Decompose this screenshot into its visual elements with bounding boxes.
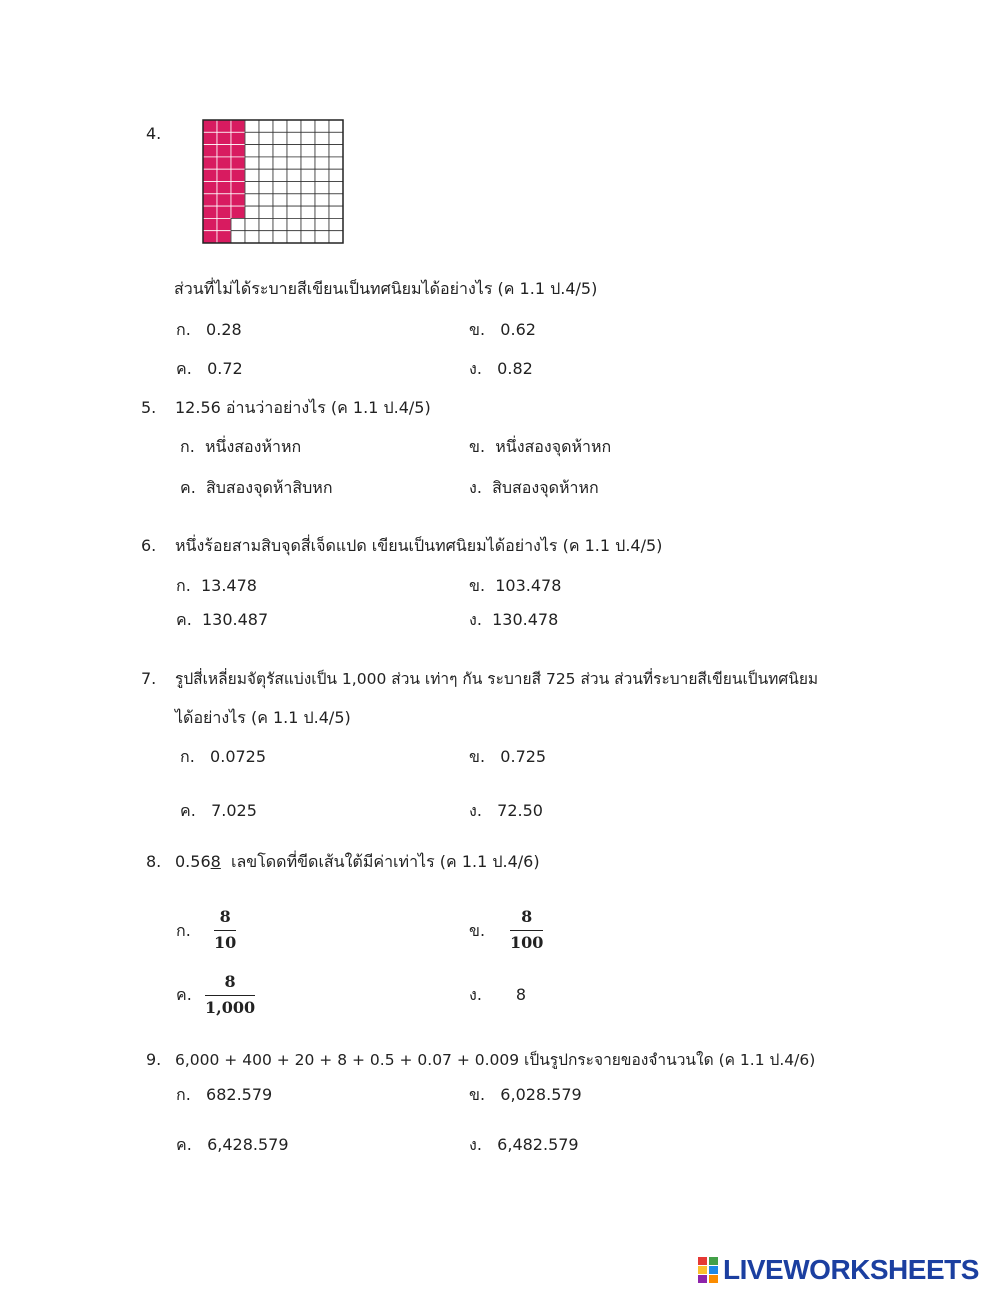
q7-choice-d[interactable] bbox=[469, 801, 543, 821]
liveworksheets-icon bbox=[697, 1256, 719, 1284]
q9-choice-d[interactable] bbox=[469, 1135, 579, 1155]
grid-cell-shaded bbox=[231, 157, 245, 169]
grid-cell-shaded bbox=[231, 120, 245, 132]
grid-cell bbox=[315, 218, 329, 230]
grid-cell bbox=[315, 182, 329, 194]
q4-choice-a[interactable] bbox=[176, 320, 242, 340]
choice-label: ก. bbox=[176, 320, 191, 339]
choice-text: 0.82 bbox=[497, 359, 533, 378]
grid-cell bbox=[287, 231, 301, 243]
grid-cell bbox=[287, 206, 301, 218]
grid-cell bbox=[315, 145, 329, 157]
choice-label: ค. bbox=[176, 359, 192, 378]
grid-cell-shaded bbox=[203, 218, 217, 230]
choice-text: สิบสองจุดห้าหก bbox=[492, 478, 599, 497]
grid-cell bbox=[301, 145, 315, 157]
grid-cell bbox=[273, 194, 287, 206]
q8-choice-a-label[interactable]: ก. bbox=[176, 921, 191, 940]
grid-cell bbox=[231, 218, 245, 230]
q4-choice-c[interactable] bbox=[176, 359, 243, 379]
choice-text: สิบสองจุดห้าสิบหก bbox=[205, 478, 333, 497]
grid-cell bbox=[273, 231, 287, 243]
grid-cell-shaded bbox=[231, 145, 245, 157]
grid-cell bbox=[329, 206, 343, 218]
grid-cell bbox=[245, 218, 259, 230]
q6-choice-b[interactable] bbox=[469, 576, 561, 596]
grid-cell-shaded bbox=[217, 182, 231, 194]
grid-cell bbox=[329, 218, 343, 230]
grid-cell bbox=[329, 169, 343, 181]
grid-cell-shaded bbox=[231, 206, 245, 218]
choice-text: 7.025 bbox=[211, 801, 257, 820]
grid-cell-shaded bbox=[231, 182, 245, 194]
choice-label: ค. bbox=[176, 1135, 192, 1154]
grid-cell-shaded bbox=[231, 169, 245, 181]
choice-text: หนึ่งสองห้าหก bbox=[204, 437, 302, 456]
grid-cell-shaded bbox=[217, 218, 231, 230]
grid-cell-shaded bbox=[203, 206, 217, 218]
grid-cell-shaded bbox=[203, 145, 217, 157]
grid-cell-shaded bbox=[203, 169, 217, 181]
grid-cell bbox=[287, 182, 301, 194]
grid-cell bbox=[273, 182, 287, 194]
grid-cell bbox=[245, 157, 259, 169]
grid-cell bbox=[245, 145, 259, 157]
q9-number: 9. bbox=[146, 1050, 162, 1069]
grid-cell-shaded bbox=[217, 157, 231, 169]
grid-cell bbox=[287, 120, 301, 132]
q4-number: 4. bbox=[146, 124, 162, 143]
grid-cell bbox=[315, 194, 329, 206]
choice-text: 6,482.579 bbox=[497, 1135, 579, 1154]
grid-cell bbox=[259, 132, 273, 144]
choice-label: ข. bbox=[469, 320, 486, 339]
grid-cell bbox=[301, 231, 315, 243]
fraction-bar bbox=[214, 930, 236, 931]
q8-choice-a-fraction[interactable] bbox=[214, 907, 236, 953]
choice-text: 0.0725 bbox=[210, 747, 267, 766]
numerator: 8 bbox=[224, 972, 236, 991]
grid-cell bbox=[315, 157, 329, 169]
numerator: 8 bbox=[219, 907, 231, 926]
q8-choice-d[interactable] bbox=[469, 985, 526, 1005]
choice-text: 682.579 bbox=[206, 1085, 273, 1104]
q5-choice-c[interactable] bbox=[180, 478, 333, 498]
q9-choice-c[interactable] bbox=[176, 1135, 289, 1155]
grid-cell bbox=[259, 120, 273, 132]
grid-cell bbox=[301, 169, 315, 181]
fraction-bar bbox=[510, 930, 543, 931]
q8-question-prefix: 0.56 bbox=[175, 852, 211, 871]
grid-cell bbox=[259, 206, 273, 218]
q4-choice-d[interactable] bbox=[469, 359, 533, 379]
grid-cell bbox=[301, 132, 315, 144]
grid-cell bbox=[329, 182, 343, 194]
grid-cell-shaded bbox=[231, 132, 245, 144]
grid-cell-shaded bbox=[217, 231, 231, 243]
q7-question-line1: รูปสี่เหลี่ยมจัตุรัสแบ่งเป็น 1,000 ส่วน เท่าๆ กัน ระบายสี 725 ส่วน ส่วนที่ระบายสีเขียนเป็นทศนิยม bbox=[175, 670, 819, 688]
grid-cell bbox=[245, 194, 259, 206]
grid-cell bbox=[329, 157, 343, 169]
grid-cell-shaded bbox=[217, 169, 231, 181]
q8-question-suffix: เลขโดดที่ขีดเส้นใต้มีค่าเท่าไร (ค 1.1 ป.4/6) bbox=[220, 852, 540, 871]
q5-choice-d[interactable] bbox=[469, 478, 599, 498]
choice-text: 0.72 bbox=[207, 359, 243, 378]
q8-question bbox=[175, 852, 540, 872]
choice-label: ค. bbox=[180, 478, 196, 497]
grid-cell bbox=[273, 145, 287, 157]
choice-text: 130.487 bbox=[201, 610, 269, 629]
choice-text: 0.725 bbox=[500, 747, 547, 766]
grid-cell bbox=[287, 169, 301, 181]
grid-cell-shaded bbox=[217, 132, 231, 144]
grid-cell-shaded bbox=[203, 120, 217, 132]
grid-cell bbox=[315, 132, 329, 144]
choice-text: 0.28 bbox=[206, 320, 242, 339]
q6-choice-d[interactable] bbox=[469, 610, 558, 630]
grid-cell bbox=[301, 206, 315, 218]
grid-cell bbox=[259, 182, 273, 194]
grid-cell bbox=[287, 145, 301, 157]
q6-question: หนึ่งร้อยสามสิบจุดสี่เจ็ดแปด เขียนเป็นทศนิยมได้อย่างไร (ค 1.1 ป.4/5) bbox=[175, 536, 663, 555]
q8-choice-b-label[interactable]: ข. bbox=[469, 921, 486, 940]
choice-text: 8 bbox=[515, 985, 527, 1004]
q4-shaded-grid bbox=[202, 119, 344, 244]
choice-label: ง. bbox=[469, 985, 482, 1004]
grid-cell bbox=[245, 206, 259, 218]
q8-choice-c-label[interactable]: ค. bbox=[176, 985, 192, 1004]
grid-cell bbox=[245, 182, 259, 194]
grid-cell-shaded bbox=[217, 206, 231, 218]
choice-label: ง. bbox=[469, 801, 482, 820]
choice-text: 103.478 bbox=[495, 576, 562, 595]
grid-cell-shaded bbox=[203, 157, 217, 169]
q5-choice-a[interactable] bbox=[180, 437, 301, 457]
grid-cell bbox=[287, 194, 301, 206]
grid-cell bbox=[245, 120, 259, 132]
q7-choice-b[interactable] bbox=[469, 747, 546, 767]
grid-cell-shaded bbox=[203, 194, 217, 206]
q6-number: 6. bbox=[141, 536, 157, 555]
grid-cell bbox=[329, 231, 343, 243]
choice-text: 0.62 bbox=[500, 320, 536, 339]
q7-choice-c[interactable] bbox=[180, 801, 257, 821]
q4-question: ส่วนที่ไม่ได้ระบายสีเขียนเป็นทศนิยมได้อย่างไร (ค 1.1 ป.4/5) bbox=[174, 279, 598, 298]
choice-text: หนึ่งสองจุดห้าหก bbox=[495, 437, 612, 456]
grid-cell bbox=[287, 132, 301, 144]
grid-cell bbox=[301, 218, 315, 230]
grid-cell bbox=[259, 169, 273, 181]
choice-label: ง. bbox=[469, 478, 482, 497]
grid-cell bbox=[245, 169, 259, 181]
grid-cell bbox=[245, 231, 259, 243]
grid-cell-shaded bbox=[203, 231, 217, 243]
grid-cell bbox=[329, 194, 343, 206]
choice-label: ง. bbox=[469, 610, 482, 629]
grid-cell bbox=[329, 120, 343, 132]
grid-cell-shaded bbox=[203, 182, 217, 194]
grid-cell bbox=[315, 120, 329, 132]
q9-choice-b[interactable] bbox=[469, 1085, 582, 1105]
brand-text: LIVEWORKSHEETS bbox=[723, 1254, 979, 1285]
grid-cell bbox=[301, 194, 315, 206]
liveworksheets-logo[interactable] bbox=[697, 1255, 979, 1285]
grid-cell bbox=[301, 157, 315, 169]
q6-choice-c[interactable] bbox=[176, 610, 268, 630]
q5-question: 12.56 อ่านว่าอย่างไร (ค 1.1 ป.4/5) bbox=[175, 398, 431, 417]
grid-cell bbox=[273, 120, 287, 132]
grid-cell bbox=[329, 145, 343, 157]
grid-cell bbox=[287, 218, 301, 230]
q4-choice-b[interactable] bbox=[469, 320, 536, 340]
choice-label: ก. bbox=[180, 747, 195, 766]
grid-cell bbox=[273, 206, 287, 218]
grid-cell bbox=[259, 145, 273, 157]
grid-cell-shaded bbox=[217, 120, 231, 132]
choice-text: 130.478 bbox=[492, 610, 559, 629]
grid-cell-shaded bbox=[217, 194, 231, 206]
choice-label: ข. bbox=[469, 437, 486, 456]
choice-text: 13.478 bbox=[200, 576, 257, 595]
grid-cell bbox=[273, 169, 287, 181]
q8-choice-c-fraction[interactable] bbox=[205, 972, 255, 1018]
grid-cell bbox=[301, 182, 315, 194]
choice-text: 6,028.579 bbox=[500, 1085, 582, 1104]
choice-label: ค. bbox=[180, 801, 196, 820]
q9-choice-a[interactable] bbox=[176, 1085, 272, 1105]
grid-cell bbox=[259, 231, 273, 243]
grid-cell bbox=[273, 132, 287, 144]
grid-cell bbox=[273, 218, 287, 230]
grid-cell-shaded bbox=[203, 132, 217, 144]
choice-text: 6,428.579 bbox=[207, 1135, 289, 1154]
choice-label: ง. bbox=[469, 1135, 482, 1154]
grid-cell bbox=[315, 206, 329, 218]
grid-cell bbox=[315, 231, 329, 243]
grid-cell bbox=[329, 132, 343, 144]
grid-cell bbox=[259, 218, 273, 230]
q8-choice-b-fraction[interactable] bbox=[510, 907, 543, 953]
grid-cell bbox=[287, 157, 301, 169]
numerator: 8 bbox=[521, 907, 533, 926]
q9-question: 6,000 + 400 + 20 + 8 + 0.5 + 0.07 + 0.009 เป็นรูปกระจายของจำนวนใด (ค 1.1 ป.4/6) bbox=[175, 1051, 816, 1069]
q8-underlined-digit: 8 bbox=[210, 852, 221, 871]
q5-choice-b[interactable] bbox=[469, 437, 611, 457]
denominator: 1,000 bbox=[205, 998, 256, 1017]
choice-text: 72.50 bbox=[497, 801, 543, 820]
grid-cell bbox=[259, 194, 273, 206]
choice-label: ข. bbox=[469, 1085, 486, 1104]
choice-label: ก. bbox=[176, 1085, 191, 1104]
grid-cell bbox=[259, 157, 273, 169]
q6-choice-a[interactable] bbox=[176, 576, 257, 596]
grid-cell bbox=[273, 157, 287, 169]
fraction-bar bbox=[205, 995, 255, 996]
q8-number: 8. bbox=[146, 852, 162, 871]
grid-cell bbox=[315, 169, 329, 181]
grid-cell bbox=[231, 231, 245, 243]
grid-cell bbox=[301, 120, 315, 132]
choice-label: ข. bbox=[469, 747, 486, 766]
grid-cell bbox=[245, 132, 259, 144]
denominator: 100 bbox=[510, 933, 544, 952]
choice-label: ก. bbox=[176, 576, 191, 595]
q7-question-line2: ได้อย่างไร (ค 1.1 ป.4/5) bbox=[175, 708, 351, 727]
q5-number: 5. bbox=[141, 398, 157, 417]
choice-label: ก. bbox=[180, 437, 195, 456]
choice-label: ง. bbox=[469, 359, 482, 378]
denominator: 10 bbox=[214, 933, 237, 952]
choice-label: ข. bbox=[469, 576, 486, 595]
choice-label: ค. bbox=[176, 610, 192, 629]
grid-cell-shaded bbox=[231, 194, 245, 206]
q7-number: 7. bbox=[141, 669, 157, 688]
grid-cell-shaded bbox=[217, 145, 231, 157]
q7-choice-a[interactable] bbox=[180, 747, 266, 767]
